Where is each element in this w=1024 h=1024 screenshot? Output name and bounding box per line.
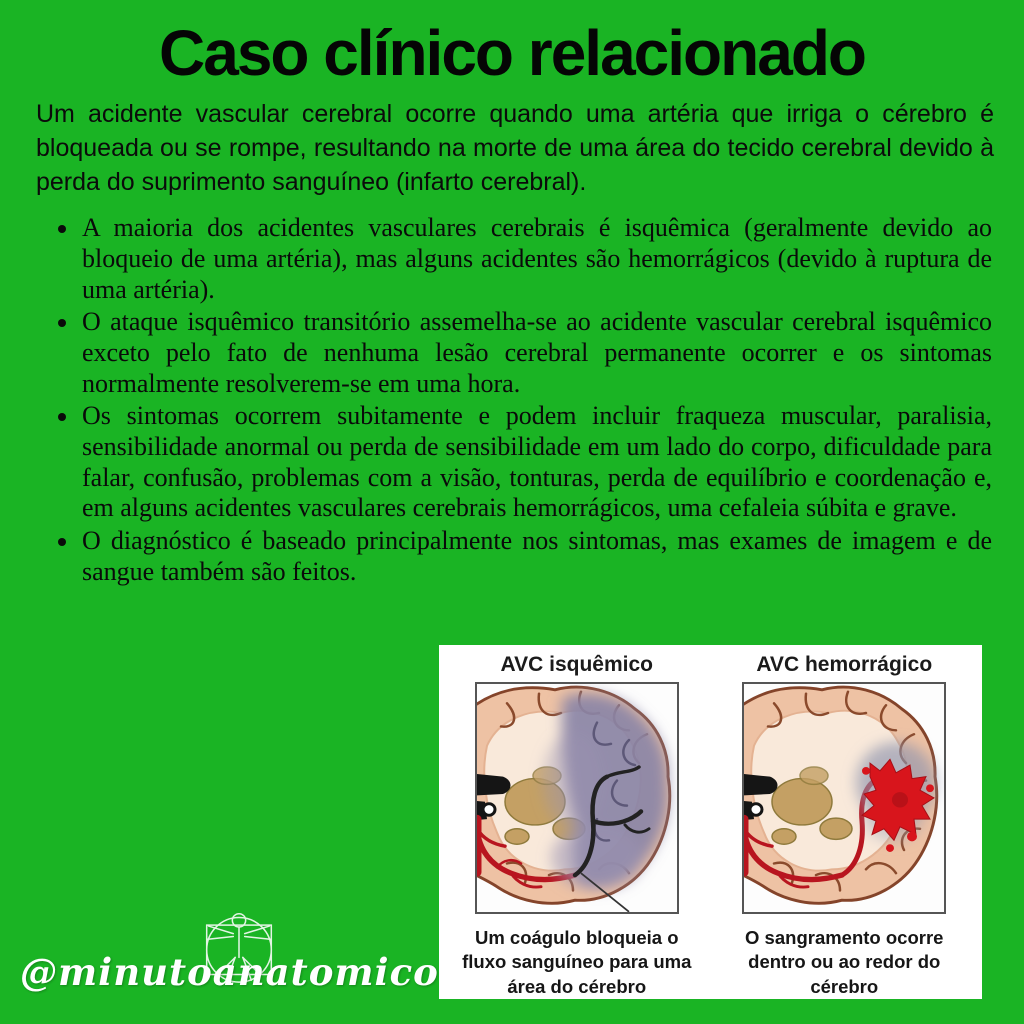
- hemorrhagic-brain-image: [742, 682, 946, 914]
- hemorrhagic-panel-title: AVC hemorrágico: [756, 653, 933, 676]
- bullet-list: [58, 213, 992, 587]
- page-title: Caso clínico relacionado: [159, 17, 865, 89]
- ischemic-panel-caption: Um coágulo bloqueia o fluxo sanguíneo para uma área do cérebro: [462, 926, 692, 997]
- ischemic-panel: [443, 651, 711, 999]
- bullet-item-2: • O ataque isquêmico transitório assemelha-se ao acidente vascular cerebral isquêmico exceto pelo fato de nenhuma lesão cerebral permanente ocorrer e os sintomas normalmente resolverem-se em uma hora.: [80, 307, 992, 399]
- bullet-item-1: • A maioria dos acidentes vasculares cerebrais é isquêmica (geralmente devido ao bloqueio de uma artéria), mas alguns acidentes são hemorrágicos (devido à ruptura de uma artéria).: [80, 213, 992, 305]
- bullet-item-4: • O diagnóstico é baseado principalmente nos sintomas, mas exames de imagem e de sangue também são feitos.: [80, 526, 992, 587]
- bullet-item-3: • Os sintomas ocorrem subitamente e podem incluir fraqueza muscular, paralisia, sensibilidade anormal ou perda de sensibilidade em um lado do corpo, dificuldade para falar, confusão, problemas com a visão, tonturas, perda de equilíbrio e coordenação e, em alguns acidentes vasculares cerebrais hemorrágicos, uma cefaleia súbita e grave.: [80, 401, 992, 524]
- ischemic-brain-image: [475, 682, 679, 914]
- hemorrhagic-panel: [711, 651, 979, 999]
- ischemic-panel-title: AVC isquêmico: [500, 653, 653, 676]
- hemorrhagic-stroke-brain-icon: [744, 684, 944, 912]
- ischemic-stroke-brain-icon: [477, 684, 677, 912]
- watermark-handle: @minutoanatomico: [20, 950, 439, 994]
- intro-paragraph: Um acidente vascular cerebral ocorre quando uma artéria que irriga o cérebro é bloqueada ou se rompe, resultando na morte de uma área do tecido cerebral devido à perda do suprimento sanguíneo (infarto cerebral).: [36, 100, 994, 197]
- hemorrhagic-panel-caption: O sangramento ocorre dentro ou ao redor do cérebro: [745, 926, 944, 997]
- stroke-comparison-figure: [439, 645, 982, 999]
